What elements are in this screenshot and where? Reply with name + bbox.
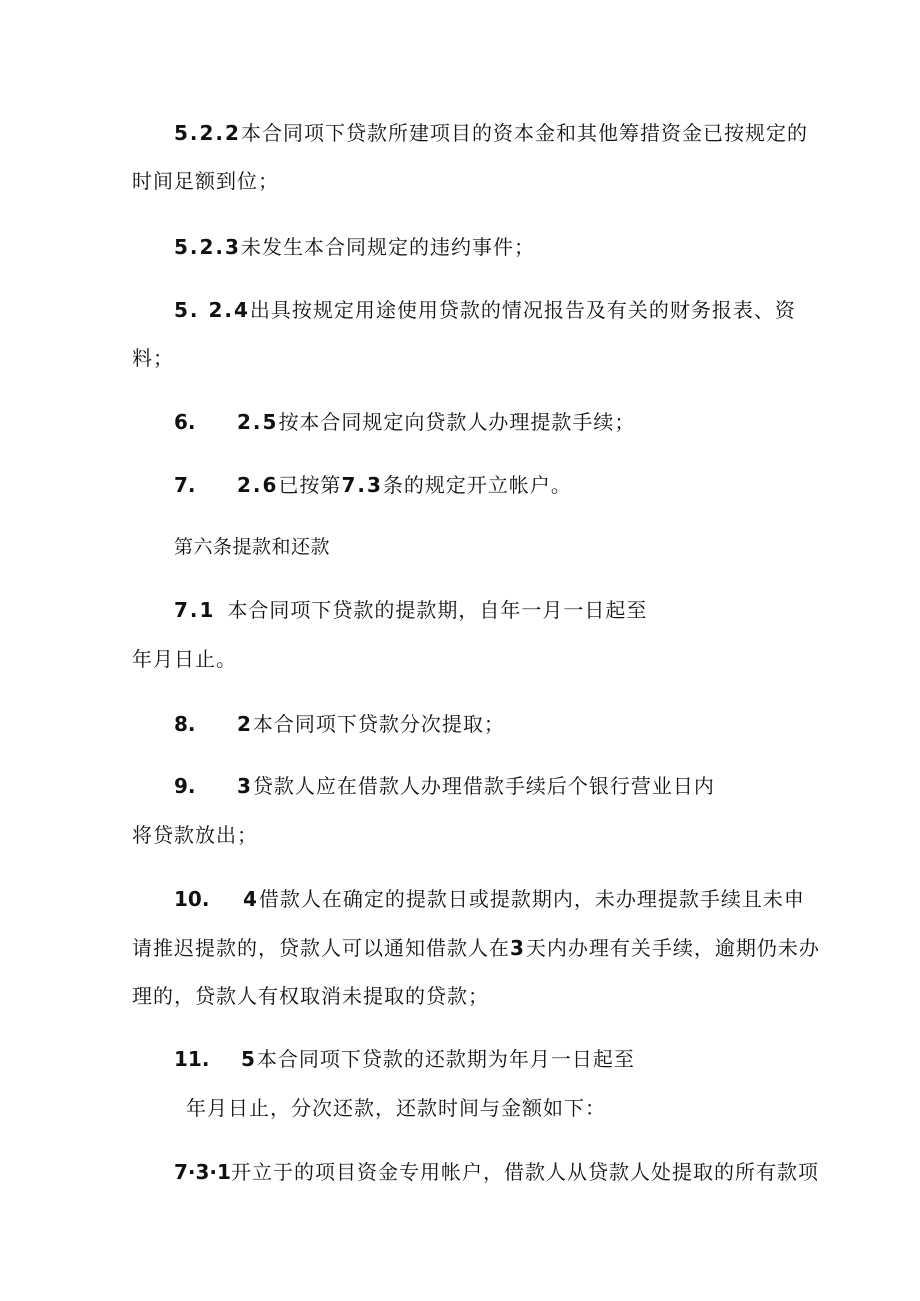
clause-text: 理的，贷款人有权取消未提取的贷款； bbox=[132, 984, 489, 1008]
clause-text: 本合同项下贷款所建项目的资本金和其他筹措资金已按规定的 bbox=[240, 121, 808, 145]
paragraph-2-6 bbox=[237, 471, 572, 499]
clause-text: 未发生本合同规定的违约事件； bbox=[240, 235, 535, 259]
article-heading bbox=[174, 533, 330, 561]
day-count-number: 3 bbox=[510, 936, 526, 960]
clause-number: 5 bbox=[241, 1047, 257, 1071]
paragraph-7-1 bbox=[174, 596, 647, 624]
clause-number: 2.5 bbox=[237, 410, 279, 434]
clause-number: 2 bbox=[237, 712, 253, 736]
paragraph-continuation bbox=[132, 645, 237, 673]
paragraph-item-3 bbox=[237, 772, 715, 800]
paragraph-item-2 bbox=[237, 710, 505, 738]
paragraph-7-3-1 bbox=[174, 1158, 819, 1186]
clause-number: 5. 2.4 bbox=[174, 298, 250, 322]
list-number: 7. bbox=[174, 473, 196, 497]
clause-number: 7.1 bbox=[174, 598, 216, 622]
clause-text: 本合同项下贷款的提款期，自年一月一日起至 bbox=[227, 598, 648, 622]
paragraph-continuation bbox=[132, 821, 258, 849]
clause-text: 请推迟提款的，贷款人可以通知借款人在 bbox=[132, 936, 510, 960]
list-number: 11. bbox=[174, 1047, 210, 1071]
clause-text: 借款人在确定的提款日或提款期内，未办理提款手续且未申 bbox=[258, 887, 805, 911]
clause-text: 条的规定开立帐户。 bbox=[382, 473, 572, 497]
paragraph-continuation bbox=[132, 982, 489, 1010]
clause-text: 出具按规定用途使用贷款的情况报告及有关的财务报表、资 bbox=[249, 298, 796, 322]
clause-number: 7·3·1 bbox=[174, 1160, 231, 1184]
paragraph-item-4 bbox=[243, 885, 805, 913]
clause-number: 3 bbox=[237, 774, 253, 798]
clause-number: 5.2.3 bbox=[174, 235, 241, 259]
clause-text: 按本合同规定向贷款人办理提款手续； bbox=[278, 410, 636, 434]
clause-reference-number: 7.3 bbox=[341, 473, 383, 497]
clause-text: 料； bbox=[132, 346, 174, 370]
list-number: 10. bbox=[174, 887, 210, 911]
paragraph-5-2-2 bbox=[174, 119, 808, 147]
clause-text: 本合同项下贷款分次提取； bbox=[252, 712, 505, 736]
list-number: 9. bbox=[174, 774, 196, 798]
paragraph-continuation bbox=[186, 1094, 606, 1122]
heading-text: 第六条提款和还款 bbox=[174, 536, 331, 558]
clause-number: 5.2.2 bbox=[174, 121, 241, 145]
paragraph-continuation bbox=[132, 344, 174, 372]
clause-text: 开立于的项目资金专用帐户，借款人从贷款人处提取的所有款项 bbox=[230, 1160, 819, 1184]
paragraph-5-2-3 bbox=[174, 233, 535, 261]
list-number: 8. bbox=[174, 712, 196, 736]
clause-text: 本合同项下贷款的还款期为年月一日起至 bbox=[256, 1047, 635, 1071]
clause-text: 年月日止，分次还款，还款时间与金额如下： bbox=[186, 1096, 606, 1120]
clause-text: 将贷款放出； bbox=[132, 823, 258, 847]
clause-number: 2.6 bbox=[237, 473, 279, 497]
paragraph-continuation bbox=[132, 934, 820, 962]
paragraph-5-2-4 bbox=[174, 296, 796, 324]
clause-number: 4 bbox=[243, 887, 259, 911]
list-number: 6. bbox=[174, 410, 196, 434]
clause-text: 天内办理有关手续，逾期仍未办 bbox=[525, 936, 820, 960]
paragraph-continuation bbox=[132, 167, 279, 195]
clause-text: 贷款人应在借款人办理借款手续后个银行营业日内 bbox=[252, 774, 715, 798]
clause-text: 年月日止。 bbox=[132, 647, 237, 671]
clause-text: 时间足额到位； bbox=[132, 169, 279, 193]
paragraph-2-5 bbox=[237, 408, 635, 436]
paragraph-item-5 bbox=[241, 1045, 635, 1073]
clause-text: 已按第 bbox=[278, 473, 342, 497]
